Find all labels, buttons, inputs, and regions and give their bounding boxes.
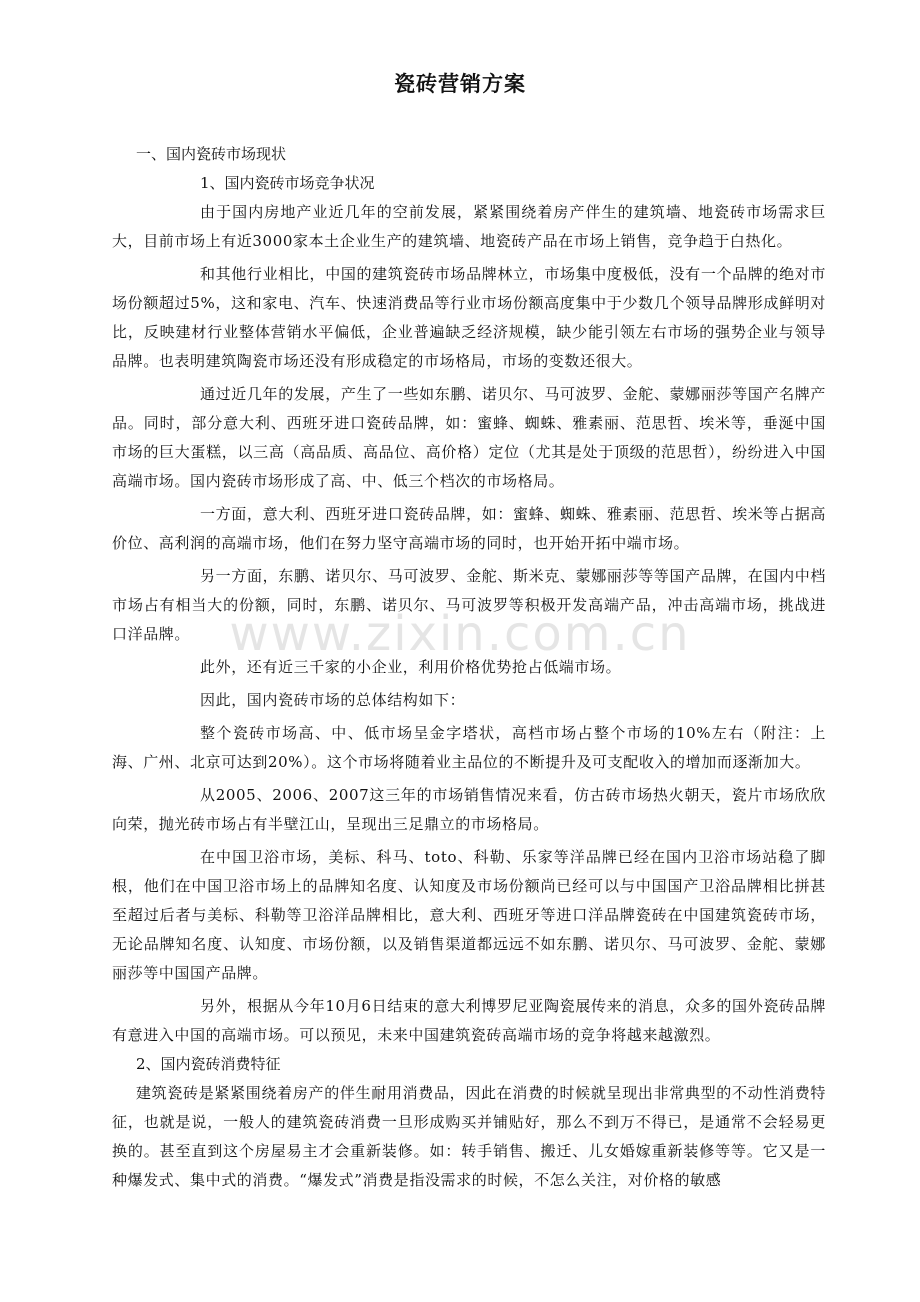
paragraph: 建筑瓷砖是紧紧围绕着房产的伴生耐用消费品，因此在消费的时候就呈现出非常典型的不动性消费特征，也就是说，一般人的建筑瓷砖消费一旦形成购买并铺贴好，那么不到万不得已，是通常不会轻易更换的。甚至直到这个房屋易主才会重新装修。如：转手销售、搬迁、儿女婚嫁重新装修等等。它又是一种爆发式、集中式的消费。“爆发式”消费是指没需求的时候，不怎么关注，对价格的敏感: [112, 1084, 826, 1189]
watermark: www.zixin.com.cn: [229, 606, 691, 662]
paragraph: 从2005、2006、2007这三年的市场销售情况来看，仿古砖市场热火朝天，瓷片市场欣欣向荣，抛光砖市场占有半壁江山，呈现出三足鼎立的市场格局。: [112, 786, 826, 833]
subsection-heading-1: 1、国内瓷砖市场竞争状况: [200, 174, 375, 192]
paragraph: 在中国卫浴市场，美标、科马、toto、科勒、乐家等洋品牌已经在国内卫浴市场站稳了脚根，他们在中国卫浴市场上的品牌知名度、认知度及市场份额尚已经可以与中国国产卫浴品牌相比拼甚至超过后者与美标、科勒等卫浴洋品牌相比，意大利、西班牙等进口洋品牌瓷砖在中国建筑瓷砖市场，无论品牌知名度、认知度、市场份额，以及销售渠道都远远不如东鹏、诺贝尔、马可波罗、金舵、蒙娜丽莎等中国国产品牌。: [112, 848, 826, 982]
paragraph: 和其他行业相比，中国的建筑瓷砖市场品牌林立，市场集中度极低，没有一个品牌的绝对市场份额超过5%，这和家电、汽车、快速消费品等行业市场份额高度集中于少数几个领导品牌形成鲜明对比，反映建材行业整体营销水平偏低，企业普遍缺乏经济规模，缺少能引领左右市场的强势企业与领导品牌。也表明建筑陶瓷市场还没有形成稳定的市场格局，市场的变数还很大。: [112, 265, 826, 370]
paragraph: 另一方面，东鹏、诺贝尔、马可波罗、金舵、斯米克、蒙娜丽莎等等国产品牌，在国内中档市场占有相当大的份额，同时，东鹏、诺贝尔、马可波罗等积极开发高端产品，冲击高端市场，挑战进口洋品牌。: [112, 567, 826, 643]
paragraph: 另外，根据从今年10月6日结束的意大利博罗尼亚陶瓷展传来的消息，众多的国外瓷砖品牌有意进入中国的高端市场。可以预见，未来中国建筑瓷砖高端市场的竞争将越来越激烈。: [112, 997, 826, 1044]
paragraph: 因此，国内瓷砖市场的总体结构如下：: [200, 691, 466, 709]
paragraph: 一方面，意大利、西班牙进口瓷砖品牌，如：蜜蜂、蜘蛛、雅素丽、范思哲、埃米等占据高价位、高利润的高端市场，他们在努力坚守高端市场的同时，也开始开拓中端市场。: [112, 505, 826, 552]
document-body: [112, 140, 826, 1195]
paragraph: 此外，还有近三千家的小企业，利用价格优势抢占低端市场。: [200, 658, 622, 676]
paragraph: 整个瓷砖市场高、中、低市场呈金字塔状，高档市场占整个市场的10%左右（附注：上海、广州、北京可达到20%）。这个市场将随着业主品位的不断提升及可支配收入的增加而逐渐加大。: [112, 724, 826, 771]
paragraph: 由于国内房地产业近几年的空前发展，紧紧围绕着房产伴生的建筑墙、地瓷砖市场需求巨大，目前市场上有近3000家本土企业生产的建筑墙、地瓷砖产品在市场上销售，竞争趋于白热化。: [112, 203, 826, 250]
section-heading-1: 一、国内瓷砖市场现状: [136, 145, 287, 163]
subsection-heading-2: 2、国内瓷砖消费特征: [136, 1055, 281, 1073]
document-title: 瓷砖营销方案: [394, 71, 526, 96]
paragraph: 通过近几年的发展，产生了一些如东鹏、诺贝尔、马可波罗、金舵、蒙娜丽莎等国产名牌产品。同时，部分意大利、西班牙进口瓷砖品牌，如：蜜蜂、蜘蛛、雅素丽、范思哲、埃米等，垂涎中国市场的巨大蛋糕，以三高（高品质、高品位、高价格）定位（尤其是处于顶级的范思哲），纷纷进入中国高端市场。国内瓷砖市场形成了高、中、低三个档次的市场格局。: [112, 385, 826, 490]
